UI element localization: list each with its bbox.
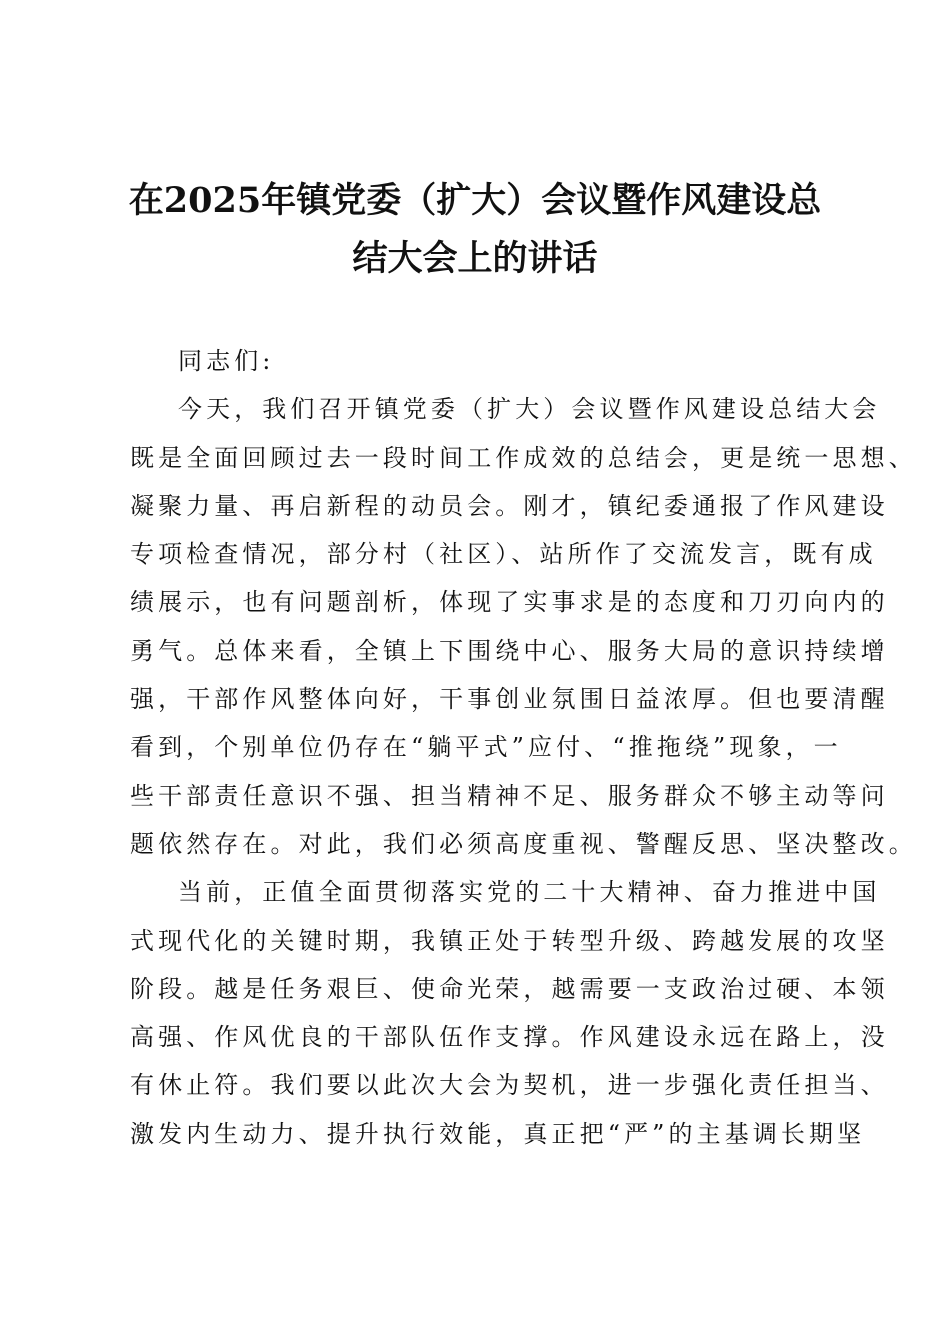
title-line-2: 结大会上的讲话 (352, 238, 598, 279)
paragraph-line: 些干部责任意识不强、担当精神不足、服务群众不够主动等问 (130, 781, 889, 810)
document-title (120, 172, 830, 288)
paragraph-line: 看到，个别单位仍存在“躺平式”应付、“推拖绕”现象，一 (130, 733, 842, 762)
paragraph-line: 今天，我们召开镇党委（扩大）会议暨作风建设总结大会 (178, 395, 881, 424)
paragraph-line: 强，干部作风整体向好，干事创业氛围日益浓厚。但也要清醒 (130, 685, 889, 714)
salutation: 同志们: (178, 347, 275, 375)
paragraph-2 (130, 868, 889, 1158)
paragraph-1 (130, 385, 917, 868)
paragraph-line: 式现代化的关键时期，我镇正处于转型升级、跨越发展的攻坚 (130, 926, 889, 955)
paragraph-line: 题依然存在。对此，我们必须高度重视、警醒反思、坚决整改。 (130, 829, 917, 858)
paragraph-line: 当前，正值全面贯彻落实党的二十大精神、奋力推进中国 (178, 878, 881, 907)
paragraph-line: 阶段。越是任务艰巨、使命光荣，越需要一支政治过硬、本领 (130, 974, 889, 1003)
paragraph-line: 激发内生动力、提升执行效能，真正把“严”的主基调长期坚 (130, 1119, 866, 1148)
document-body (130, 337, 917, 1158)
paragraph-line: 专项检查情况，部分村（社区）、站所作了交流发言，既有成 (130, 540, 877, 569)
paragraph-line: 凝聚力量、再启新程的动员会。刚才，镇纪委通报了作风建设 (130, 491, 889, 520)
paragraph-line: 有休止符。我们要以此次大会为契机，进一步强化责任担当、 (130, 1071, 889, 1100)
paragraph-line: 既是全面回顾过去一段时间工作成效的总结会，更是统一思想、 (130, 443, 917, 472)
paragraph-line: 勇气。总体来看，全镇上下围绕中心、服务大局的意识持续增 (130, 636, 889, 665)
paragraph-line: 高强、作风优良的干部队伍作支撑。作风建设永远在路上，没 (130, 1023, 889, 1052)
title-line-1: 在2025年镇党委（扩大）会议暨作风建设总 (128, 180, 822, 221)
paragraph-line: 绩展示，也有问题剖析，体现了实事求是的态度和刀刃向内的 (130, 588, 889, 617)
